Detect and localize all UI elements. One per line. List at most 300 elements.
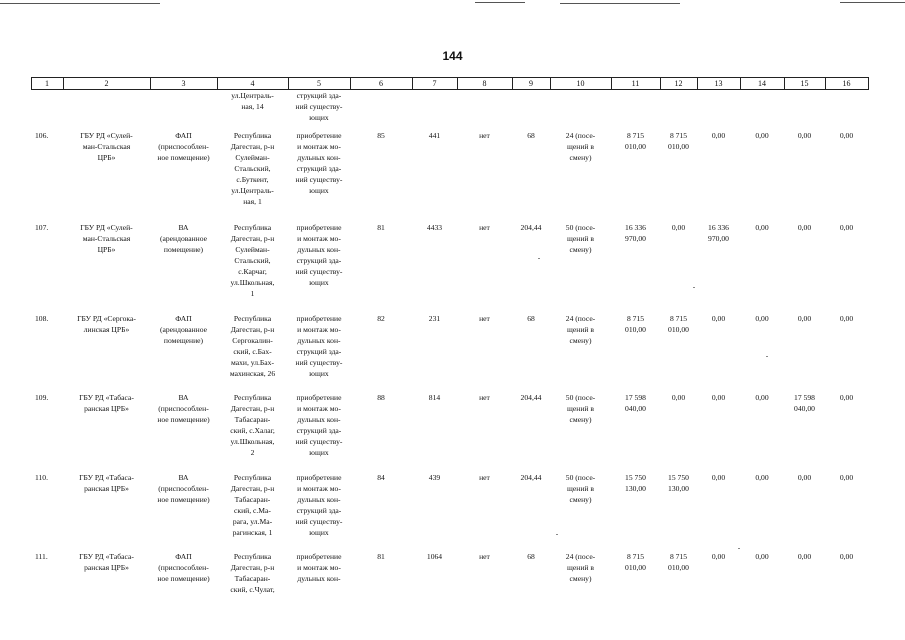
facility-address-line: Сулейман- — [235, 245, 270, 254]
col11-amount-line: 16 336 — [625, 223, 646, 232]
facility-address-line: Стальский, — [234, 256, 271, 265]
header-column-separator — [868, 77, 869, 90]
col9-value-line: 204,44 — [520, 223, 542, 232]
facility-type-line: (арендованное — [159, 325, 208, 334]
col16-amount — [825, 313, 868, 324]
capacity-visits-line: 50 (посе- — [565, 223, 596, 232]
column-header-7: 7 — [432, 79, 437, 88]
col6-value — [350, 222, 412, 233]
facility-type-line: (приспособлен- — [158, 404, 209, 413]
facility-address-line: ский, с.Халаг, — [230, 426, 275, 435]
col8-value — [457, 472, 512, 483]
col11-amount-line: 15 750 — [625, 473, 646, 482]
facility-address — [217, 313, 288, 379]
col7-value-line: 814 — [428, 393, 441, 402]
col8-value — [457, 551, 512, 562]
facility-address — [217, 551, 288, 595]
col13-amount — [697, 392, 740, 403]
col11-amount-line: 010,00 — [625, 325, 646, 334]
facility-address-line: Республика — [233, 223, 272, 232]
work-description — [288, 313, 350, 379]
work-description-line: дульных кон- — [297, 245, 341, 254]
col9-value — [512, 551, 550, 562]
facility-address-line: Республика — [233, 314, 272, 323]
facility-type — [150, 130, 217, 163]
col9-value-line: 68 — [527, 314, 535, 323]
work-description-line: дульных кон- — [297, 495, 341, 504]
facility-address — [217, 472, 288, 538]
row-number-line: 111. — [35, 552, 48, 561]
column-header-8: 8 — [482, 79, 487, 88]
organization-name-line: ман-Стальская — [82, 234, 131, 243]
work-description-line: ющих — [309, 186, 329, 195]
facility-type-line: ФАП — [175, 131, 192, 140]
facility-address-line: Сергокалин- — [232, 336, 273, 345]
col12-amount-line: 0,00 — [671, 223, 686, 232]
col13-amount — [697, 313, 740, 324]
col14-amount-line: 0,00 — [755, 393, 769, 402]
facility-address-line: Сулейман- — [235, 153, 270, 162]
organization-name-line: ранская ЦРБ» — [84, 563, 129, 572]
col13-amount — [697, 222, 740, 244]
continuation-address-line: ул.Централь- — [231, 91, 274, 100]
col8-value-line: нет — [479, 131, 490, 140]
organization-name-line: ГБУ РД «Сулей- — [80, 131, 133, 140]
work-description-line: струкций зда- — [296, 256, 342, 265]
col9-value — [512, 472, 550, 483]
col15-amount — [784, 130, 825, 141]
facility-address-line: с.Буткент, — [236, 175, 269, 184]
col8-value-line: нет — [479, 393, 490, 402]
work-description-line: и монтаж мо- — [297, 142, 341, 151]
continuation-work-line: ний существу- — [295, 102, 343, 111]
col11-amount-line: 040,00 — [625, 404, 646, 413]
col12-amount — [660, 130, 697, 152]
facility-address-line: рага, ул.Ма- — [232, 517, 273, 526]
column-header-11: 11 — [631, 79, 640, 88]
work-description-line: ющих — [309, 448, 329, 457]
facility-type-line: ное помещение) — [157, 574, 210, 583]
row-number-line: 109. — [35, 393, 49, 402]
col14-amount — [740, 313, 784, 324]
col14-amount-line: 0,00 — [755, 314, 769, 323]
col8-value-line: нет — [479, 473, 490, 482]
col16-amount-line: 0,00 — [839, 552, 854, 561]
work-description-line: струкций зда- — [296, 347, 342, 356]
organization-name-line: ГБУ РД «Табаса- — [79, 552, 134, 561]
capacity-visits-line: щений в — [567, 234, 594, 243]
scan-speck — [538, 258, 540, 259]
row-number-line: 110. — [35, 473, 49, 482]
col14-amount-line: 0,00 — [755, 223, 769, 232]
facility-type — [150, 551, 217, 584]
work-description-line: и монтаж мо- — [297, 563, 341, 572]
column-header-3: 3 — [181, 79, 186, 88]
capacity-visits — [550, 130, 611, 163]
scan-speck — [738, 548, 740, 549]
col14-amount — [740, 472, 784, 483]
col16-amount — [825, 551, 868, 562]
col6-value-line: 88 — [377, 393, 385, 402]
col8-value-line: нет — [479, 552, 490, 561]
work-description-line: дульных кон- — [297, 153, 341, 162]
work-description-line: дульных кон- — [297, 336, 341, 345]
work-description-line: приобретение — [296, 552, 342, 561]
col8-value — [457, 392, 512, 403]
col16-amount-line: 0,00 — [839, 223, 854, 232]
top-edge-line-far — [840, 2, 905, 3]
col11-amount-line: 8 715 — [626, 552, 645, 561]
col11-amount — [611, 392, 660, 414]
column-header-6: 6 — [379, 79, 383, 88]
col13-amount-line: 16 336 — [708, 223, 729, 232]
facility-type-line: (приспособлен- — [158, 563, 209, 572]
facility-address-line: ский, с.Ма- — [234, 506, 271, 515]
organization-name-line: ранская ЦРБ» — [84, 404, 129, 413]
col12-amount-line: 010,00 — [668, 142, 689, 151]
facility-address-line: Республика — [233, 393, 272, 402]
col16-amount-line: 0,00 — [839, 393, 854, 402]
work-description — [288, 551, 350, 584]
work-description-line: ющих — [309, 369, 329, 378]
col12-amount-line: 010,00 — [668, 325, 689, 334]
col15-amount-line: 0,00 — [797, 473, 812, 482]
col7-value-line: 4433 — [426, 223, 443, 232]
organization-name — [63, 222, 150, 255]
col8-value — [457, 313, 512, 324]
capacity-visits-line: щений в — [567, 142, 594, 151]
col11-amount-line: 010,00 — [625, 142, 646, 151]
col12-amount — [660, 313, 697, 335]
col15-amount — [784, 392, 825, 414]
organization-name-line: линская ЦРБ» — [83, 325, 130, 334]
column-header-9: 9 — [529, 79, 533, 88]
col13-amount — [697, 551, 740, 562]
facility-address-line: Дагестан, р-н — [230, 484, 275, 493]
col15-amount — [784, 313, 825, 324]
capacity-visits-line: смену) — [569, 336, 592, 345]
col11-amount — [611, 551, 660, 573]
col13-amount-line: 0,00 — [711, 473, 726, 482]
facility-type-line: ное помещение) — [157, 415, 210, 424]
facility-address-line: Стальский, — [234, 164, 271, 173]
facility-type-line: помещение) — [163, 245, 204, 254]
col16-amount — [825, 222, 868, 233]
col11-amount-line: 8 715 — [626, 131, 645, 140]
work-description-line: ний существу- — [295, 517, 343, 526]
col14-amount — [740, 551, 784, 562]
col12-amount — [660, 551, 697, 573]
column-header-5: 5 — [317, 79, 321, 88]
work-description-line: и монтаж мо- — [297, 484, 341, 493]
continuation-work-line: струкций зда- — [296, 91, 342, 100]
work-description-line: и монтаж мо- — [297, 404, 341, 413]
column-header-16: 16 — [842, 79, 851, 88]
column-header-12: 12 — [674, 79, 683, 88]
col15-amount — [784, 551, 825, 562]
col13-amount — [697, 472, 740, 483]
top-edge-line-right — [560, 3, 680, 4]
capacity-visits — [550, 551, 611, 584]
col9-value — [512, 392, 550, 403]
capacity-visits — [550, 472, 611, 505]
facility-type-line: ВА — [178, 223, 189, 232]
col11-amount-line: 17 598 — [625, 393, 646, 402]
work-description-line: дульных кон- — [297, 415, 341, 424]
facility-address-line: махи, ул.Бах- — [231, 358, 274, 367]
work-description-line: ний существу- — [295, 267, 343, 276]
facility-address-line: Табасаран- — [234, 415, 271, 424]
col6-value-line: 84 — [377, 473, 385, 482]
facility-type-line: (приспособлен- — [158, 484, 209, 493]
work-description-line: ний существу- — [295, 437, 343, 446]
col9-value — [512, 313, 550, 324]
work-description-line: приобретение — [296, 314, 342, 323]
column-header-13: 13 — [714, 79, 723, 88]
row-number-line: 107. — [35, 223, 49, 232]
scan-speck — [693, 287, 695, 288]
col6-value-line: 82 — [377, 314, 385, 323]
organization-name-line: ЦРБ» — [97, 245, 116, 254]
capacity-visits-line: 24 (посе- — [565, 131, 596, 140]
organization-name — [63, 313, 150, 335]
facility-address-line: Республика — [233, 131, 272, 140]
col9-value-line: 204,44 — [520, 393, 542, 402]
col9-value-line: 204,44 — [520, 473, 542, 482]
col12-amount-line: 010,00 — [668, 563, 689, 572]
col16-amount — [825, 392, 868, 403]
work-description-line: приобретение — [296, 131, 342, 140]
col15-amount-line: 0,00 — [797, 552, 812, 561]
header-bottom-rule — [31, 89, 868, 90]
col12-amount-line: 8 715 — [669, 131, 688, 140]
col11-amount-line: 010,00 — [625, 563, 646, 572]
col12-amount — [660, 222, 697, 233]
col8-value-line: нет — [479, 314, 490, 323]
continuation-address-line: ная, 14 — [241, 102, 264, 111]
col6-value — [350, 313, 412, 324]
col16-amount-line: 0,00 — [839, 314, 854, 323]
facility-type — [150, 392, 217, 425]
col12-amount-line: 130,00 — [668, 484, 689, 493]
column-header-15: 15 — [800, 79, 809, 88]
work-description-line: ющих — [309, 278, 329, 287]
capacity-visits-line: смену) — [569, 495, 592, 504]
facility-address-line: ул.Школьная, — [230, 437, 275, 446]
column-header-14: 14 — [758, 79, 766, 88]
work-description-line: ний существу- — [295, 358, 343, 367]
col7-value — [412, 551, 457, 562]
facility-address-line: махинская, 26 — [229, 369, 276, 378]
capacity-visits-line: щений в — [567, 404, 594, 413]
col12-amount — [660, 392, 697, 403]
facility-address-line: ул.Школьная, — [230, 278, 275, 287]
col7-value-line: 441 — [428, 131, 441, 140]
col9-value-line: 68 — [527, 131, 535, 140]
work-description-line: струкций зда- — [296, 426, 342, 435]
col14-amount — [740, 392, 784, 403]
col12-amount-line: 8 715 — [669, 552, 688, 561]
col8-value — [457, 130, 512, 141]
facility-address-line: с.Карчаг, — [238, 267, 267, 276]
col16-amount — [825, 130, 868, 141]
capacity-visits-line: щений в — [567, 325, 594, 334]
continuation-work — [288, 90, 350, 123]
top-edge-line-mid — [475, 2, 525, 3]
continuation-address — [217, 90, 288, 112]
capacity-visits-line: щений в — [567, 563, 594, 572]
organization-name-line: ман-Стальская — [82, 142, 131, 151]
col6-value — [350, 551, 412, 562]
col15-amount-line: 040,00 — [794, 404, 815, 413]
facility-address — [217, 392, 288, 458]
col13-amount-line: 0,00 — [711, 393, 726, 402]
col12-amount — [660, 472, 697, 494]
facility-type-line: ное помещение) — [157, 153, 210, 162]
col11-amount-line: 970,00 — [625, 234, 646, 243]
col14-amount — [740, 130, 784, 141]
col16-amount — [825, 472, 868, 483]
col6-value — [350, 130, 412, 141]
scan-speck — [766, 356, 768, 357]
page-number: 144 — [442, 49, 463, 63]
capacity-visits — [550, 222, 611, 255]
col16-amount-line: 0,00 — [839, 131, 854, 140]
col11-amount — [611, 313, 660, 335]
facility-address-line: рагинская, 1 — [232, 528, 273, 537]
col15-amount-line: 0,00 — [797, 314, 812, 323]
work-description — [288, 222, 350, 288]
work-description-line: струкций зда- — [296, 506, 342, 515]
col7-value — [412, 222, 457, 233]
col13-amount-line: 0,00 — [711, 552, 726, 561]
col11-amount — [611, 130, 660, 152]
facility-address-line: Дагестан, р-н — [230, 404, 275, 413]
capacity-visits-line: смену) — [569, 245, 592, 254]
capacity-visits-line: 50 (посе- — [565, 393, 596, 402]
column-header-4: 4 — [250, 79, 255, 88]
organization-name-line: ЦРБ» — [97, 153, 116, 162]
col12-amount-line: 15 750 — [668, 473, 689, 482]
col11-amount — [611, 222, 660, 244]
col14-amount-line: 0,00 — [755, 131, 769, 140]
col6-value — [350, 392, 412, 403]
col9-value — [512, 222, 550, 233]
facility-address-line: Табасаран- — [234, 574, 271, 583]
facility-type-line: ФАП — [175, 314, 192, 323]
continuation-work-line: ющих — [309, 113, 329, 122]
facility-address-line: Дагестан, р-н — [230, 234, 275, 243]
col11-amount-line: 130,00 — [625, 484, 646, 493]
col13-amount-line: 0,00 — [711, 314, 726, 323]
facility-type-line: помещение) — [163, 336, 204, 345]
facility-address-line: Дагестан, р-н — [230, 563, 275, 572]
row-number-line: 106. — [35, 131, 49, 140]
capacity-visits-line: щений в — [567, 484, 594, 493]
col7-value — [412, 472, 457, 483]
col7-value — [412, 313, 457, 324]
capacity-visits — [550, 313, 611, 346]
col16-amount-line: 0,00 — [839, 473, 854, 482]
col8-value — [457, 222, 512, 233]
work-description-line: приобретение — [296, 473, 342, 482]
col15-amount — [784, 222, 825, 233]
scan-speck — [556, 534, 558, 535]
col15-amount — [784, 472, 825, 483]
col12-amount-line: 0,00 — [671, 393, 686, 402]
col15-amount-line: 17 598 — [794, 393, 815, 402]
capacity-visits-line: смену) — [569, 415, 592, 424]
organization-name-line: ГБУ РД «Табаса- — [79, 473, 134, 482]
facility-address-line: Дагестан, р-н — [230, 325, 275, 334]
col7-value-line: 231 — [428, 314, 441, 323]
facility-type-line: ФАП — [175, 552, 192, 561]
row-number-line: 108. — [35, 314, 49, 323]
facility-type-line: ное помещение) — [157, 495, 210, 504]
facility-address-line: Республика — [233, 552, 272, 561]
facility-type — [150, 313, 217, 346]
facility-type-line: (арендованное — [159, 234, 208, 243]
facility-address-line: 1 — [250, 289, 255, 298]
facility-type — [150, 222, 217, 255]
organization-name-line: ГБУ РД «Табаса- — [79, 393, 134, 402]
work-description-line: ний существу- — [295, 175, 343, 184]
col15-amount-line: 0,00 — [797, 223, 812, 232]
column-header-10: 10 — [576, 79, 585, 88]
facility-address-line: Табасаран- — [234, 495, 271, 504]
column-header-2: 2 — [104, 79, 109, 88]
col7-value-line: 439 — [428, 473, 441, 482]
work-description-line: и монтаж мо- — [297, 234, 341, 243]
work-description-line: приобретение — [296, 393, 342, 402]
col13-amount-line: 0,00 — [711, 131, 726, 140]
col15-amount-line: 0,00 — [797, 131, 812, 140]
col6-value — [350, 472, 412, 483]
organization-name-line: ранская ЦРБ» — [84, 484, 129, 493]
facility-address-line: 2 — [250, 448, 255, 457]
organization-name — [63, 130, 150, 163]
capacity-visits-line: 50 (посе- — [565, 473, 596, 482]
col14-amount-line: 0,00 — [755, 552, 769, 561]
col13-amount-line: 970,00 — [708, 234, 729, 243]
col6-value-line: 85 — [377, 131, 385, 140]
facility-address — [217, 222, 288, 299]
organization-name — [63, 551, 150, 573]
col12-amount-line: 8 715 — [669, 314, 688, 323]
capacity-visits-line: 24 (посе- — [565, 314, 596, 323]
work-description — [288, 392, 350, 458]
work-description-line: и монтаж мо- — [297, 325, 341, 334]
organization-name — [63, 472, 150, 494]
work-description-line: ющих — [309, 528, 329, 537]
facility-address-line: ул.Централь- — [231, 186, 274, 195]
facility-address-line: ский, с.Бах- — [233, 347, 272, 356]
facility-type — [150, 472, 217, 505]
facility-type-line: (приспособлен- — [158, 142, 209, 151]
col7-value-line: 1064 — [426, 552, 443, 561]
facility-type-line: ВА — [178, 473, 189, 482]
work-description-line: дульных кон- — [297, 574, 341, 583]
col13-amount — [697, 130, 740, 141]
capacity-visits-line: 24 (посе- — [565, 552, 596, 561]
capacity-visits-line: смену) — [569, 153, 592, 162]
facility-address-line: Республика — [233, 473, 272, 482]
col6-value-line: 81 — [377, 223, 385, 232]
organization-name-line: ГБУ РД «Сулей- — [80, 223, 133, 232]
capacity-visits-line: смену) — [569, 574, 592, 583]
col7-value — [412, 130, 457, 141]
facility-address-line: ная, 1 — [243, 197, 262, 206]
